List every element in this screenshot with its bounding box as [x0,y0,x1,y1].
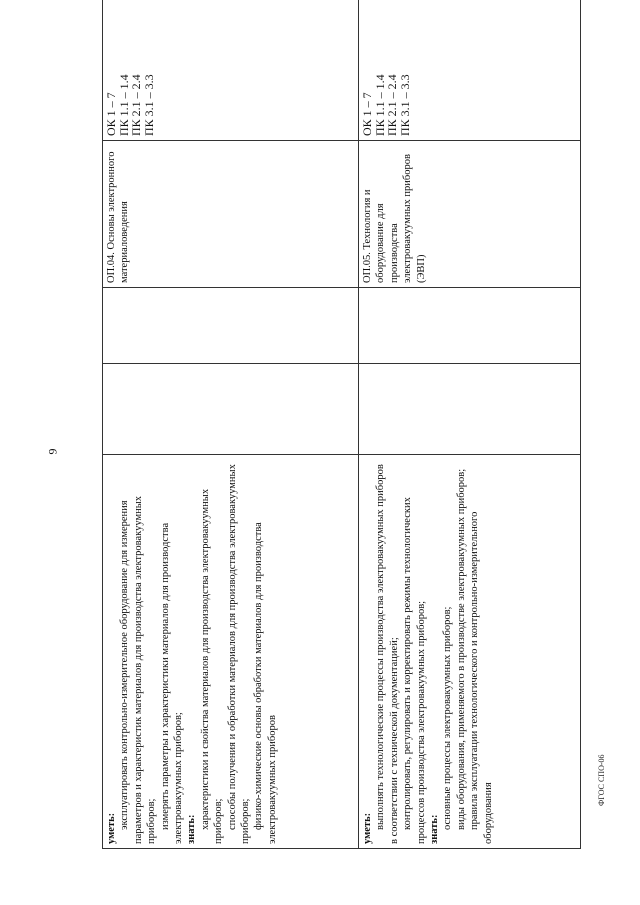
standards-table [102,0,581,849]
knowledge-label: знать: [186,814,198,844]
skill-item: выполнять технологические процессы производства электровакуумных приборов в соответствии с технической документацией; [375,464,400,844]
requirements-cell [103,455,359,849]
empty-cell [103,288,359,364]
knowledge-item: физико-химические основы обработки материалов для производства электровакуумных приборов [253,522,278,844]
competency-code: ПК 1.1 – 1.4 [116,74,131,136]
skills-label: уметь: [106,812,117,844]
knowledge-item: способы получения и обработки материалов для производства электровакуумных приборов; [226,464,252,844]
competency-code: ОК 1 – 7 [360,92,374,136]
knowledge-item: характеристики и свойства материалов для производства электровакуумных приборов; [199,488,225,844]
skill-item: измерять параметры и характеристики материалов для производства электровакуумных приборов; [159,522,185,844]
knowledge-label: знать: [429,814,441,844]
skill-item: эксплуатировать контрольно-измерительное оборудование для измерения параметров и характеристик материалов для производства электровакуумных приборов; [119,495,158,844]
competencies-cell [359,0,581,141]
competency-code: ПК 1.1 – 1.4 [372,74,387,136]
table-row [359,0,581,849]
table-row [103,0,359,849]
competency-code: ПК 2.1 – 2.4 [385,74,399,136]
discipline-name: ОП.05. Технология и оборудование для производства электровакуумных приборов (ЭВП) [362,154,427,283]
discipline-name: ОП.04. Основы электронного материаловедения [106,151,131,283]
standards-table-rotated [102,43,580,849]
discipline-cell [359,141,581,288]
empty-cell [359,288,581,364]
knowledge-item: основные процессы электровакуумных приборов; [442,606,454,830]
skills-label: уметь: [362,812,373,844]
page-number: 9 [45,448,60,455]
competency-code: ПК 2.1 – 2.4 [129,74,143,136]
requirements-cell [359,455,581,849]
skill-item: контролировать, регулировать и корректировать режимы технологических процессов производства электровакуумных приборов; [402,497,427,844]
competencies-cell [103,0,359,141]
competency-code: ПК 3.1 – 3.3 [141,74,156,136]
empty-cell [359,364,581,455]
competency-code: ПК 3.1 – 3.3 [397,74,412,136]
empty-cell [103,364,359,455]
knowledge-item: виды оборудования, применяемого в производстве электровакуумных приборов; [455,468,467,830]
discipline-cell [103,141,359,288]
knowledge-item: правила эксплуатации технологического и контрольно-измерительного оборудования [469,511,494,844]
footer-label: ФГОС СПО-06 [597,754,606,806]
competency-code: ОК 1 – 7 [104,92,118,136]
